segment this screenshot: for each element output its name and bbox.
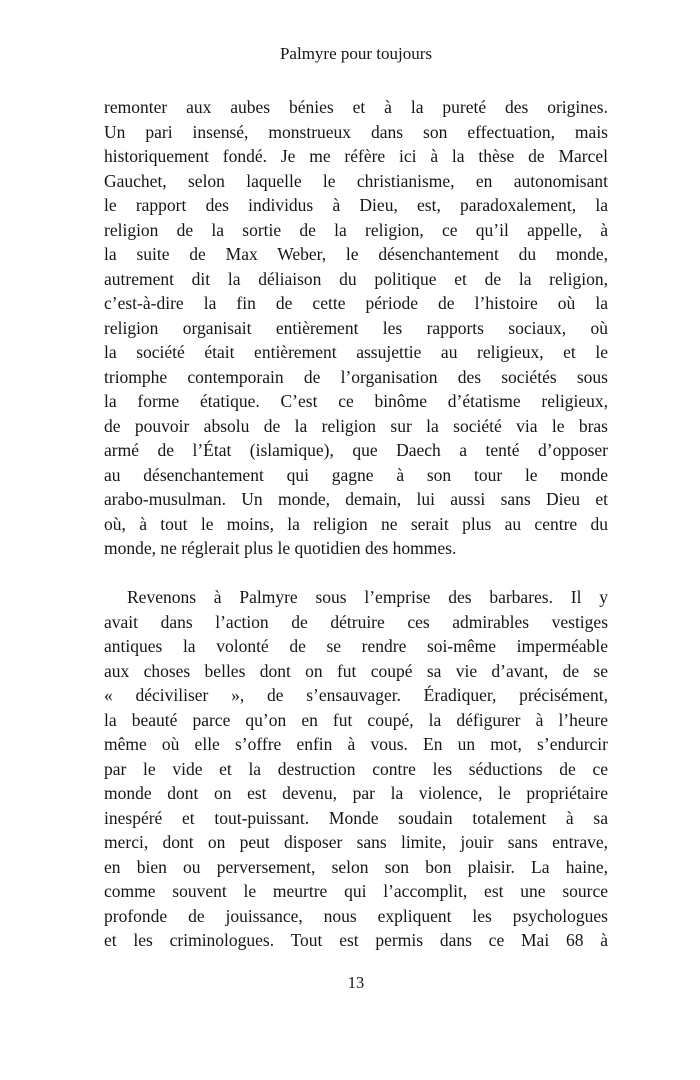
text-line: religion de la sortie de la religion, ce qu’il appelle, à bbox=[104, 219, 608, 240]
text-line: monde, ne réglerait plus le quotidien des hommes. bbox=[104, 538, 457, 558]
text-line: « déciviliser », de s’ensauvager. Éradiquer, précisément, bbox=[104, 685, 608, 705]
text-line: merci, dont on peut disposer sans limite, jouir sans entrave, bbox=[104, 832, 608, 852]
text-line: de pouvoir absolu de la religion sur la société via le bras bbox=[104, 415, 608, 436]
text-line: la beauté parce qu’on en fut coupé, la défigurer à l’heure bbox=[104, 709, 608, 730]
text-line: arabo-musulman. Un monde, demain, lui aussi sans Dieu et bbox=[104, 489, 608, 509]
text-line: antiques la volonté de se rendre soi-même imperméable bbox=[104, 636, 608, 656]
body-text bbox=[104, 95, 608, 953]
text-line: historiquement fondé. Je me réfère ici à la thèse de Marcel bbox=[104, 146, 608, 166]
text-line: triomphe contemporain de l’organisation des sociétés sous bbox=[104, 366, 608, 387]
text-line: par le vide et la destruction contre les séductions de ce bbox=[104, 758, 608, 779]
page-number: 13 bbox=[347, 973, 365, 992]
text-line: comme souvent le meurtre qui l’accomplit, est une source bbox=[104, 881, 608, 901]
text-line: Gauchet, selon laquelle le christianisme, en autonomisant bbox=[104, 170, 608, 191]
text-line: la forme étatique. C’est ce binôme d’étatisme religieux, bbox=[104, 391, 608, 411]
text-line: Revenons à Palmyre sous l’emprise des barbares. Il y bbox=[127, 587, 608, 607]
text-line: monde dont on est devenu, par la violence, le propriétaire bbox=[104, 783, 608, 803]
text-line: profonde de jouissance, nous expliquent les psychologues bbox=[104, 905, 608, 926]
text-line: inespéré et tout-puissant. Monde soudain totalement à sa bbox=[104, 807, 608, 828]
text-line: le rapport des individus à Dieu, est, paradoxalement, la bbox=[104, 195, 608, 215]
text-line: la société était entièrement assujettie au religieux, et le bbox=[104, 342, 608, 362]
text-line: même où elle s’offre enfin à vous. En un mot, s’endurcir bbox=[104, 734, 608, 754]
running-title: Palmyre pour toujours bbox=[279, 44, 433, 63]
text-line: en bien ou perversement, selon son bon plaisir. La haine, bbox=[104, 856, 608, 877]
text-line: Un pari insensé, monstrueux dans son effectuation, mais bbox=[104, 121, 608, 142]
text-line: aux choses belles dont on fut coupé sa vie d’avant, de se bbox=[104, 660, 608, 681]
text-line: et les criminologues. Tout est permis dans ce Mai 68 à bbox=[104, 930, 608, 950]
text-line: autrement dit la déliaison du politique et de la religion, bbox=[104, 268, 608, 289]
paragraph bbox=[104, 95, 608, 561]
paragraph bbox=[104, 585, 608, 953]
text-line: c’est-à-dire la fin de cette période de l’histoire où la bbox=[104, 293, 608, 313]
text-line: armé de l’État (islamique), que Daech a tenté d’opposer bbox=[104, 440, 608, 460]
text-line: religion organisait entièrement les rapports sociaux, où bbox=[104, 317, 608, 338]
text-line: au désenchantement qui gagne à son tour le monde bbox=[104, 464, 608, 485]
text-line: remonter aux aubes bénies et à la pureté des origines. bbox=[104, 97, 608, 117]
text-line: avait dans l’action de détruire ces admirables vestiges bbox=[104, 611, 608, 632]
text-line: où, à tout le moins, la religion ne serait plus au centre du bbox=[104, 513, 608, 534]
text-line: la suite de Max Weber, le désenchantement du monde, bbox=[104, 244, 608, 264]
